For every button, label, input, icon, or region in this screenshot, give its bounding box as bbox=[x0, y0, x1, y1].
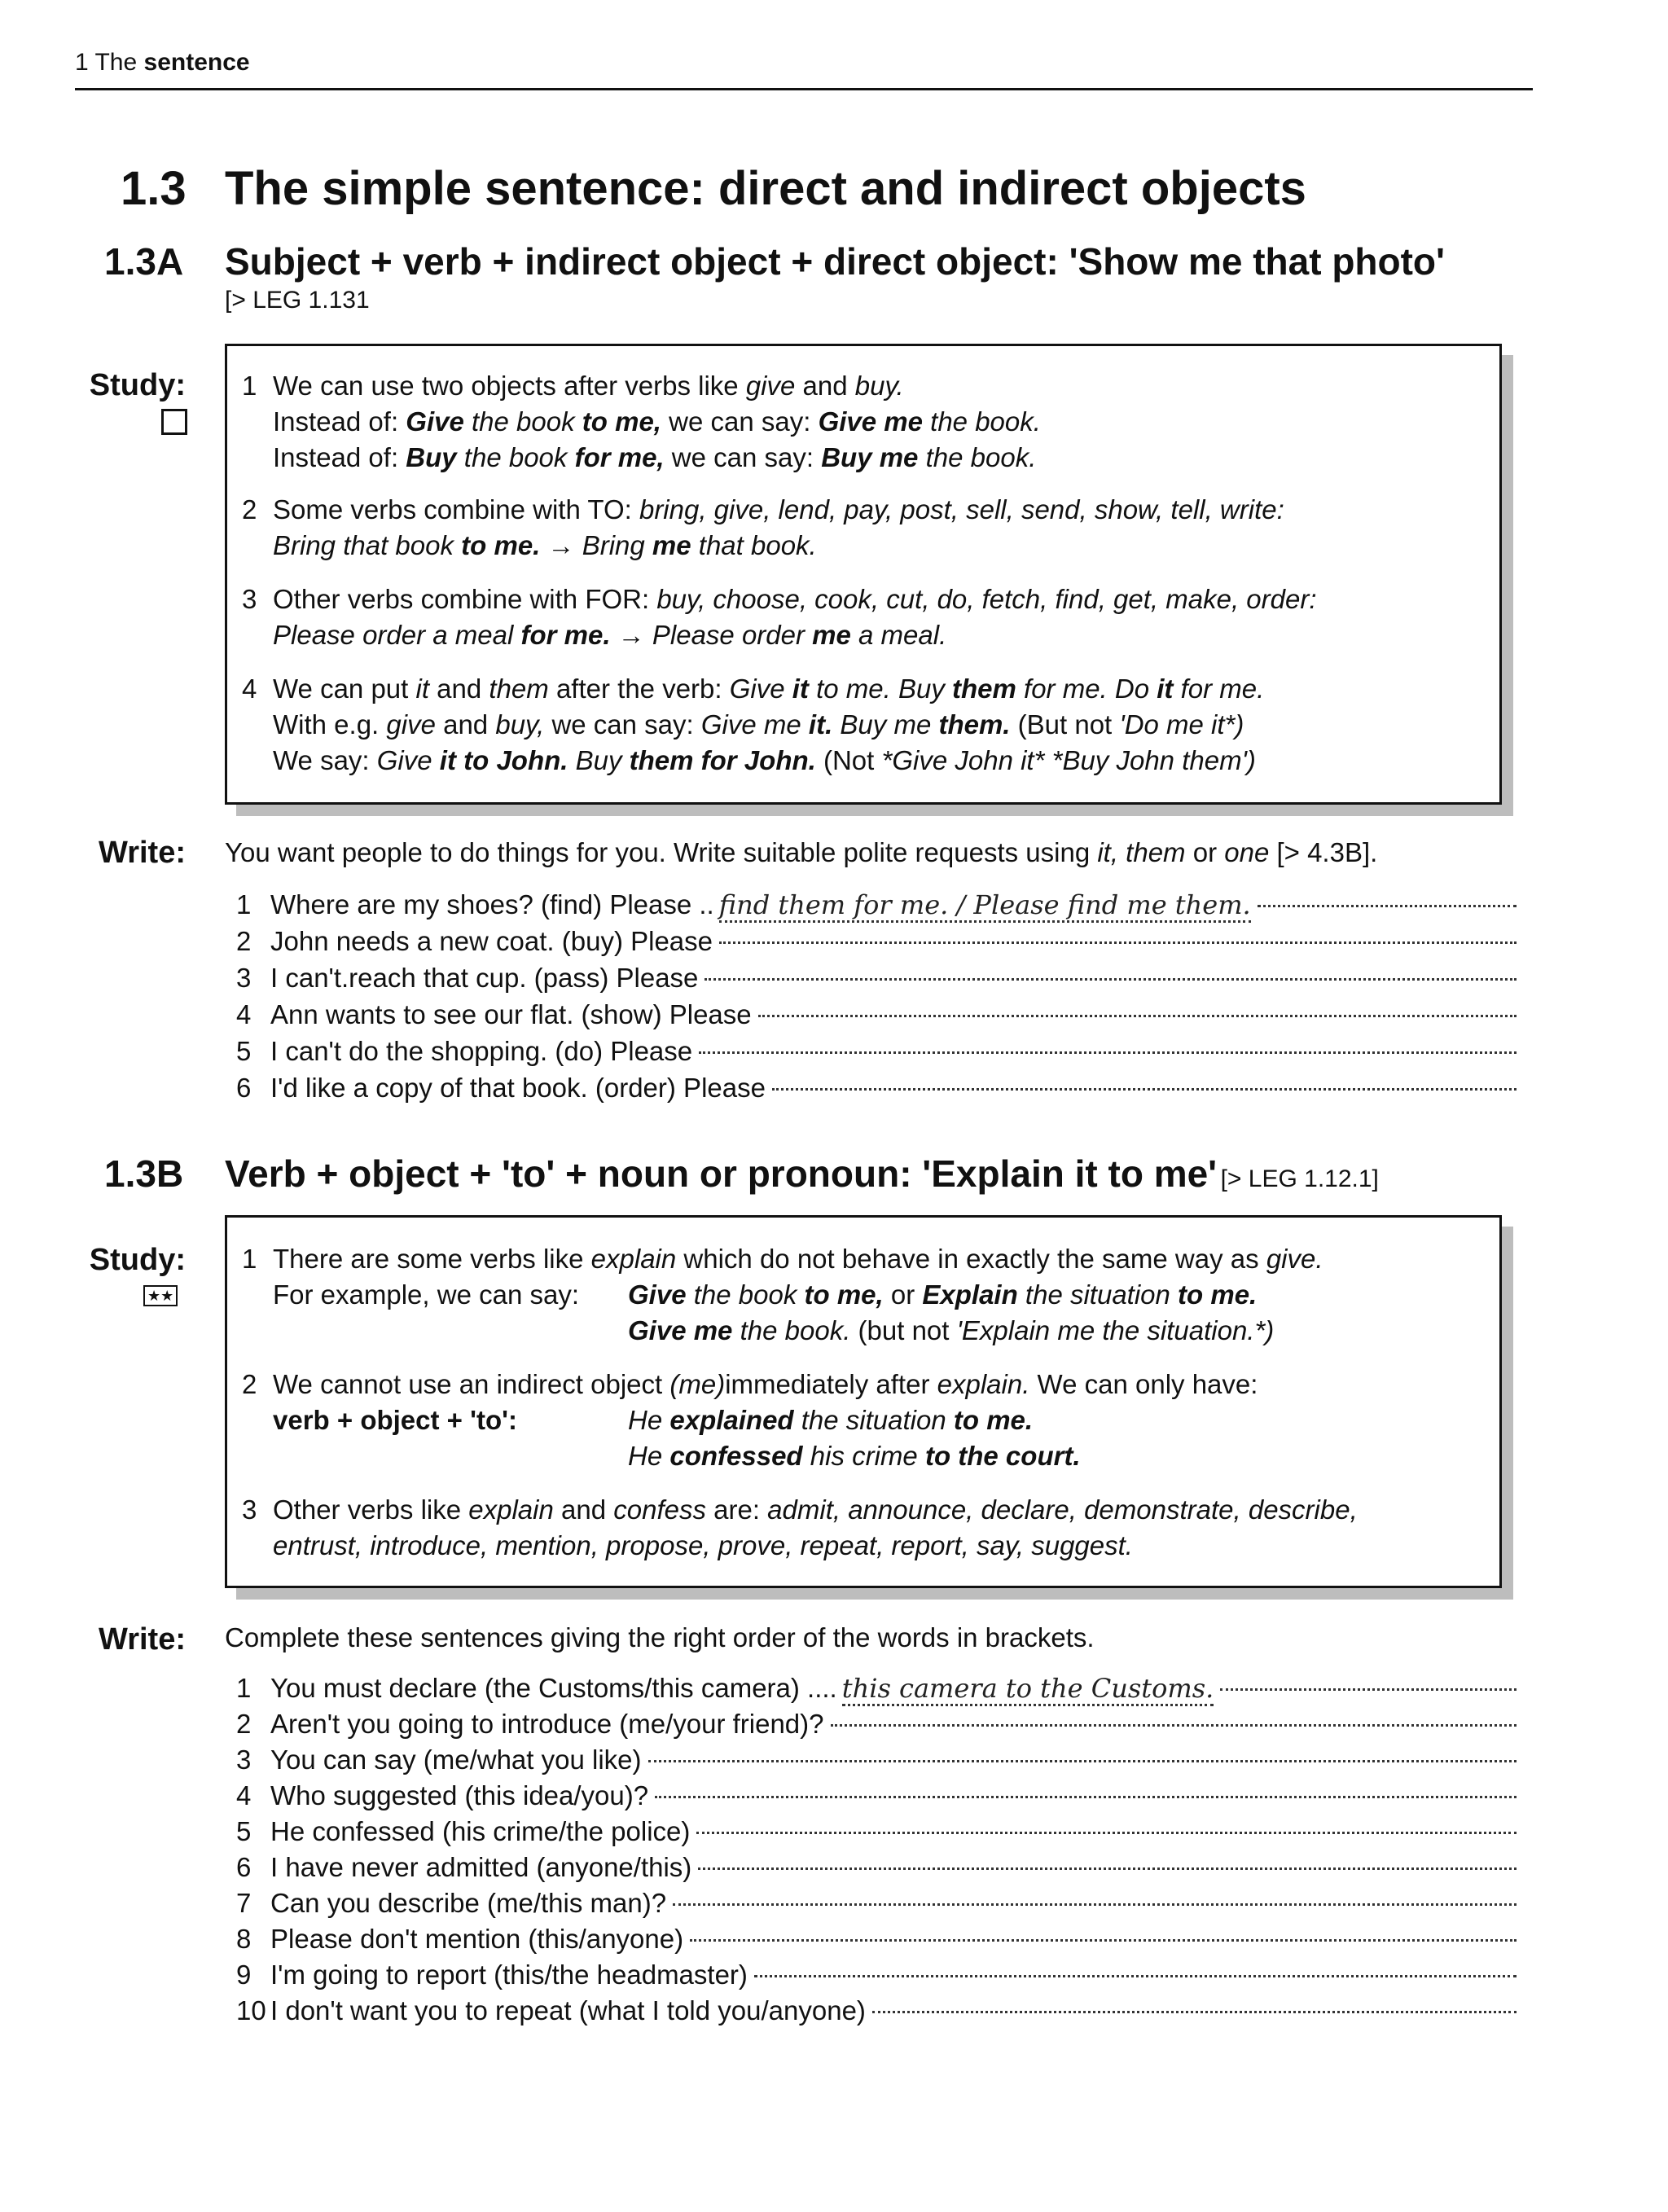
subsection-a-title: Subject + verb + indirect object + direct object: 'Show me that photo' bbox=[225, 240, 1445, 283]
item-number: 1 bbox=[236, 889, 252, 919]
box-a-p1-line3: Instead of: Buy the book for me, we can say: Buy me the book. bbox=[273, 442, 1037, 472]
header-rule bbox=[75, 88, 1533, 90]
box-b-p3-line1: 3 Other verbs like explain and confess are: admit, announce, declare, demonstrate, describe, bbox=[242, 1494, 1358, 1525]
item-number: 3 bbox=[236, 963, 252, 993]
item-number: 6 bbox=[236, 1852, 252, 1882]
chapter-label: 1 The bbox=[75, 49, 138, 76]
item-number: 4 bbox=[236, 1780, 252, 1810]
item-number: 3 bbox=[236, 1745, 252, 1775]
answer-line[interactable] bbox=[1220, 1688, 1517, 1691]
section-number: 1.3 bbox=[121, 162, 187, 215]
box-a-p4-line1: 4 We can put it and them after the verb: Give it to me. Buy them for me. Do it for me. bbox=[242, 674, 1265, 704]
chapter-title: sentence bbox=[143, 49, 250, 76]
item-prompt: I'd like a copy of that book. (order) Please bbox=[270, 1073, 766, 1103]
box-b-p2-line3: He confessed his crime to the court. bbox=[628, 1441, 1081, 1471]
study-label-b: Study: bbox=[89, 1243, 186, 1277]
box-a-p1-line1: 1 We can use two objects after verbs like give and buy. bbox=[242, 371, 904, 401]
write-b-item bbox=[236, 1816, 1517, 1847]
answer-line[interactable] bbox=[758, 1014, 1517, 1017]
subsection-a-number: 1.3A bbox=[104, 240, 184, 283]
box-a-p3-line2: Please order a meal for me. → Please order me a meal. bbox=[273, 620, 947, 650]
subsection-a-reference: [> LEG 1.131 bbox=[225, 287, 370, 314]
answer-line[interactable] bbox=[872, 2010, 1517, 2013]
write-b-item bbox=[236, 1924, 1517, 1955]
write-a-item bbox=[236, 999, 1517, 1030]
write-a-item bbox=[236, 1073, 1517, 1104]
answer-line[interactable] bbox=[705, 977, 1517, 981]
write-b-item bbox=[236, 1852, 1517, 1883]
item-prompt: Ann wants to see our flat. (show) Please bbox=[270, 999, 752, 1029]
answer-line[interactable] bbox=[690, 1938, 1517, 1942]
answer-line[interactable] bbox=[754, 1974, 1517, 1977]
handwritten-answer: this camera to the Customs. bbox=[842, 1673, 1214, 1706]
item-number: 4 bbox=[236, 999, 252, 1029]
answer-line[interactable] bbox=[673, 1903, 1517, 1906]
item-prompt: Who suggested (this idea/you)? bbox=[270, 1780, 649, 1810]
subsection-b-title: Verb + object + 'to' + noun or pronoun: 'Explain it to me' bbox=[225, 1152, 1218, 1195]
write-b-item bbox=[236, 1745, 1517, 1775]
box-b-p1-line1: 1 There are some verbs like explain which do not behave in exactly the same way as give. bbox=[242, 1244, 1323, 1274]
box-b-p3-line2: entrust, introduce, mention, propose, prove, repeat, report, say, suggest. bbox=[273, 1530, 1133, 1560]
subsection-b-heading bbox=[225, 1152, 1379, 1196]
item-number: 2 bbox=[236, 1709, 252, 1739]
write-b-item bbox=[236, 1888, 1517, 1919]
write-b-instruction: Complete these sentences giving the right order of the words in brackets. bbox=[225, 1622, 1095, 1652]
item-prompt: Where are my shoes? (find) Please .. bbox=[270, 889, 714, 919]
write-label-b: Write: bbox=[99, 1622, 186, 1657]
item-prompt: He confessed (his crime/the police) bbox=[270, 1816, 691, 1846]
study-label-a: Study: bbox=[89, 368, 186, 402]
item-prompt: I'm going to report (this/the headmaster) bbox=[270, 1960, 748, 1990]
answer-line[interactable] bbox=[719, 941, 1517, 944]
running-head bbox=[75, 49, 250, 77]
box-a-p2-line1: 2 Some verbs combine with TO: bring, give, lend, pay, post, sell, send, show, tell, write: bbox=[242, 494, 1284, 524]
write-b-item bbox=[236, 1995, 1517, 2026]
answer-line[interactable] bbox=[1258, 904, 1517, 907]
write-a-item bbox=[236, 889, 1517, 923]
box-b-p1-line3: Give me the book. (but not 'Explain me the situation.*) bbox=[628, 1315, 1275, 1345]
answer-line[interactable] bbox=[648, 1759, 1517, 1762]
study-box-b bbox=[225, 1215, 1502, 1588]
item-number: 8 bbox=[236, 1924, 252, 1954]
write-a-item bbox=[236, 1036, 1517, 1067]
subsection-b-number: 1.3B bbox=[104, 1152, 184, 1195]
item-number: 7 bbox=[236, 1888, 252, 1918]
write-b-item bbox=[236, 1780, 1517, 1811]
handwritten-answer: find them for me. / Please find me them. bbox=[719, 889, 1251, 923]
item-number: 2 bbox=[236, 926, 252, 956]
section-title: The simple sentence: direct and indirect objects bbox=[225, 162, 1306, 215]
write-b-item bbox=[236, 1709, 1517, 1740]
write-a-item bbox=[236, 926, 1517, 957]
item-prompt: Please don't mention (this/anyone) bbox=[270, 1924, 684, 1954]
box-a-p1-line2: Instead of: Give the book to me, we can say: Give me the book. bbox=[273, 406, 1041, 437]
write-b-item bbox=[236, 1673, 1517, 1706]
item-number: 10 bbox=[236, 1995, 266, 2025]
item-prompt: I have never admitted (anyone/this) bbox=[270, 1852, 692, 1882]
item-prompt: Aren't you going to introduce (me/your friend)? bbox=[270, 1709, 824, 1739]
write-a-item bbox=[236, 963, 1517, 994]
answer-line[interactable] bbox=[772, 1087, 1517, 1091]
item-number: 6 bbox=[236, 1073, 252, 1103]
item-prompt: I can't.reach that cup. (pass) Please bbox=[270, 963, 699, 993]
answer-line[interactable] bbox=[831, 1723, 1517, 1727]
study-checkbox-icon bbox=[161, 409, 187, 435]
item-prompt: Can you describe (me/this man)? bbox=[270, 1888, 667, 1918]
answer-line[interactable] bbox=[699, 1051, 1517, 1054]
study-box-a bbox=[225, 344, 1502, 805]
box-a-p4-line3: We say: Give it to John. Buy them for John. (Not *Give John it* *Buy John them') bbox=[273, 745, 1256, 775]
item-number: 9 bbox=[236, 1960, 252, 1990]
item-number: 5 bbox=[236, 1036, 252, 1066]
box-a-p4-line2: With e.g. give and buy, we can say: Give me it. Buy me them. (But not 'Do me it*) bbox=[273, 709, 1244, 740]
write-label-a: Write: bbox=[99, 836, 186, 870]
item-prompt: I don't want you to repeat (what I told you/anyone) bbox=[270, 1995, 866, 2025]
box-b-p2-line2: verb + object + 'to': He explained the situation to me. bbox=[273, 1405, 1034, 1435]
box-b-p2-line1: 2 We cannot use an indirect object (me)immediately after explain. We can only have: bbox=[242, 1369, 1258, 1399]
item-prompt: You can say (me/what you like) bbox=[270, 1745, 642, 1775]
answer-line[interactable] bbox=[698, 1867, 1517, 1870]
write-a-instruction: You want people to do things for you. Write suitable polite requests using it, them or one [> 4.3B]. bbox=[225, 837, 1378, 867]
item-prompt: I can't do the shopping. (do) Please bbox=[270, 1036, 693, 1066]
box-a-p2-line2: Bring that book to me. → Bring me that book. bbox=[273, 530, 817, 560]
item-number: 1 bbox=[236, 1673, 252, 1703]
answer-line[interactable] bbox=[655, 1795, 1517, 1798]
item-number: 5 bbox=[236, 1816, 252, 1846]
item-prompt: John needs a new coat. (buy) Please bbox=[270, 926, 713, 956]
subsection-b-reference: [> LEG 1.12.1] bbox=[1220, 1165, 1379, 1192]
box-a-p3-line1: 3 Other verbs combine with FOR: buy, choose, cook, cut, do, fetch, find, get, make, order: bbox=[242, 584, 1317, 614]
write-b-item bbox=[236, 1960, 1517, 1990]
box-b-p1-line2: For example, we can say: Give the book to me, or Explain the situation to me. bbox=[273, 1279, 1258, 1310]
item-prompt: You must declare (the Customs/this camera) .... bbox=[270, 1673, 837, 1703]
difficulty-stars-icon: ★★ bbox=[143, 1285, 178, 1306]
answer-line[interactable] bbox=[696, 1831, 1517, 1834]
